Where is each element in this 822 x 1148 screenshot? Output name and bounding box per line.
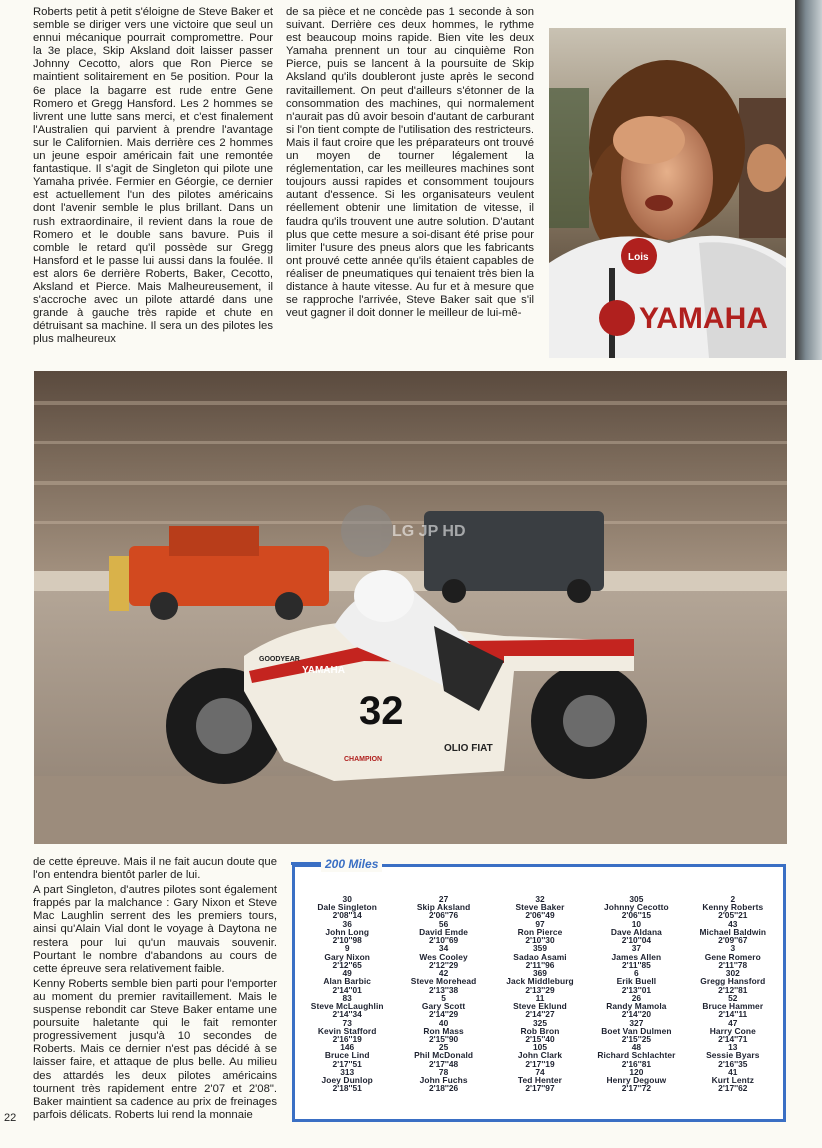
result-name: Jack Middleburg <box>506 976 574 987</box>
result-entry <box>518 1068 562 1093</box>
result-num: 43 <box>728 918 738 929</box>
result-entry <box>420 1068 468 1093</box>
result-num: 369 <box>532 968 547 979</box>
result-time: 2'15''40 <box>525 1033 555 1044</box>
result-time: 2'13''01 <box>621 984 652 995</box>
result-time: 2'18''51 <box>332 1083 362 1094</box>
result-time: 2'06''76 <box>428 910 459 921</box>
result-name: Boet Van Dulmen <box>601 1025 672 1036</box>
result-time: 2'17''97 <box>525 1083 555 1094</box>
result-num: 105 <box>533 1042 547 1053</box>
result-name: Dave Aldana <box>610 926 662 937</box>
results-column <box>685 895 781 1093</box>
result-time: 2'17''72 <box>621 1083 652 1094</box>
result-entry <box>417 895 470 920</box>
result-entry <box>325 920 369 945</box>
result-num: 40 <box>438 1017 449 1028</box>
result-time: 2'12''29 <box>428 959 459 970</box>
result-time: 2'18''26 <box>428 1083 459 1094</box>
result-num: 9 <box>344 943 350 954</box>
result-num: 30 <box>342 894 352 904</box>
result-entry <box>702 994 763 1019</box>
result-entry <box>612 944 662 969</box>
result-name: James Allen <box>611 951 662 962</box>
result-num: 37 <box>631 943 642 954</box>
result-entry <box>705 944 761 969</box>
result-time: 2'12''81 <box>718 984 748 995</box>
page-edge-photo-strip <box>795 0 822 360</box>
results-grid <box>299 895 781 1093</box>
result-entry <box>604 895 669 920</box>
suit-brand-text: YAMAHA <box>639 302 768 335</box>
result-name: Bruce Lind <box>324 1050 370 1061</box>
results-title-text: 200 Miles <box>325 857 379 871</box>
bike-sponsor-goodyear: GOODYEAR <box>259 656 300 663</box>
result-entry <box>419 920 468 945</box>
results-column <box>299 895 395 1093</box>
result-num: 73 <box>342 1017 352 1028</box>
result-num: 27 <box>438 894 449 904</box>
result-num: 327 <box>629 1017 644 1028</box>
result-name: Sessie Byars <box>706 1050 760 1061</box>
result-time: 2'13''29 <box>525 984 555 995</box>
result-entry <box>317 895 377 920</box>
article-paragraph: de sa pièce et ne concède pas 1 seconde à son suivant. Derrière ces deux hommes, le rythme est beaucoup moins rapide. Bien vite les deux Yamaha prennent un tour au cinquième Ron Pierce, puis se lancent à la poursuite de Skip Aksland qu'ils doubleront juste après le second ravitaillement. On peut d'ailleurs s'étonner de la consommation des machines, qui normalement n'aurait pas dû avoir besoin d'autant de carburant si l'on tient compte de l'utilisation des restricteurs. Mais il faut croire que les préparateurs ont trouvé un moyen de tourner légalement la réglementation, car les meilleures machines sont toujours aussi rapides et consomment toujours autant d'essence. Si les organisateurs veulent réellement obtenir une limitation de vitesse, il faudra qu'ils trouvent une autre solution. D'autant plus que cette mesure a soi-disant été prise pour limiter l'usure des pneus alors que les fabricants ont prouvé cette année qu'ils étaient capables de réaliser de pneumatiques qui tenaient très bien la distance à haute vitesse. Au fur et à mesure que se rapproche l'arrivée, Steve Baker sait que s'il veut gagner il doit donner le meilleur de lui-mê- <box>286 6 534 320</box>
rider-portrait-photo <box>549 28 786 358</box>
bike-sponsor-fiat: OLIO FIAT <box>444 743 493 754</box>
result-name: Michael Baldwin <box>699 926 767 937</box>
result-name: Steve Eklund <box>513 1001 567 1012</box>
result-time: 2'05''21 <box>718 910 748 921</box>
result-num: 83 <box>342 992 352 1003</box>
title-rule <box>291 862 321 865</box>
result-name: Bruce Hammer <box>702 1001 764 1012</box>
result-num: 49 <box>342 968 352 979</box>
result-time: 2'16''35 <box>718 1058 748 1069</box>
result-name: John Fuchs <box>419 1075 468 1086</box>
result-num: 325 <box>533 1017 547 1028</box>
result-entry <box>611 920 662 945</box>
result-time: 2'10''30 <box>525 935 555 946</box>
result-entry <box>311 994 384 1019</box>
result-name: Sadao Asami <box>513 951 567 962</box>
result-entry <box>325 1043 370 1068</box>
result-name: Phil McDonald <box>414 1050 474 1061</box>
result-time: 2'14''71 <box>718 1033 748 1044</box>
result-name: Steve Morehead <box>410 976 477 987</box>
result-entry <box>422 994 465 1019</box>
results-column <box>492 895 588 1093</box>
article-paragraph: de cette épreuve. Mais il ne fait aucun doute que l'on entendra bientôt parler de lui. <box>33 856 277 882</box>
result-name: Ted Henter <box>517 1075 563 1086</box>
result-time: 2'14''29 <box>428 1009 459 1020</box>
result-time: 2'14''27 <box>525 1009 555 1020</box>
result-name: John Long <box>325 926 370 937</box>
result-num: 120 <box>629 1066 644 1077</box>
result-entry <box>617 969 657 994</box>
result-num: 3 <box>730 943 736 954</box>
result-num: 48 <box>631 1042 642 1053</box>
result-num: 25 <box>438 1042 449 1053</box>
result-name: Randy Mamola <box>606 1001 667 1012</box>
result-name: Steve Baker <box>515 902 565 913</box>
results-column <box>588 895 684 1093</box>
article-column-3 <box>33 856 277 1124</box>
result-time: 2'09''67 <box>718 935 748 946</box>
result-num: 11 <box>535 992 545 1003</box>
result-num: 32 <box>535 894 545 904</box>
result-name: Ron Pierce <box>517 926 563 937</box>
result-entry <box>699 920 766 945</box>
race-motorcycle-illustration <box>34 371 787 844</box>
result-name: Gary Nixon <box>324 951 371 962</box>
result-time: 2'14''20 <box>621 1009 652 1020</box>
result-name: Kevin Stafford <box>317 1025 377 1036</box>
result-num: 41 <box>728 1066 738 1077</box>
result-entry <box>322 1068 373 1093</box>
result-name: Richard Schlachter <box>597 1050 676 1061</box>
result-num: 56 <box>438 918 449 929</box>
result-name: Alan Barbic <box>323 976 372 987</box>
results-column <box>395 895 491 1093</box>
result-time: 2'10''98 <box>332 935 362 946</box>
result-time: 2'11''96 <box>525 959 555 970</box>
watermark-text: LG JP HD <box>392 523 466 540</box>
result-num: 6 <box>634 968 639 979</box>
result-time: 2'11''78 <box>718 959 748 970</box>
result-num: 26 <box>631 992 642 1003</box>
result-name: Kurt Lentz <box>711 1075 754 1086</box>
result-time: 2'13''38 <box>428 984 459 995</box>
result-entry <box>419 944 467 969</box>
result-num: 52 <box>728 992 738 1003</box>
bike-brand-text: YAMAHA <box>302 665 345 676</box>
result-time: 2'12''65 <box>332 959 362 970</box>
result-time: 2'17''48 <box>428 1058 459 1069</box>
result-entry <box>411 969 477 994</box>
result-entry <box>518 920 563 945</box>
result-time: 2'08''14 <box>332 910 362 921</box>
result-entry <box>597 1043 675 1068</box>
result-name: John Clark <box>517 1050 563 1061</box>
race-motorcycle-photo <box>34 371 787 844</box>
page-number: 22 <box>4 1112 17 1124</box>
result-name: Henry Degouw <box>606 1075 667 1086</box>
result-time: 2'14''34 <box>332 1009 362 1020</box>
result-entry <box>423 1019 463 1044</box>
result-entry <box>710 1019 756 1044</box>
result-name: Steve McLaughlin <box>310 1001 384 1012</box>
suit-patch-text: Lois <box>628 252 649 263</box>
result-name: Gary Scott <box>421 1001 466 1012</box>
result-name: David Emde <box>419 926 469 937</box>
result-entry <box>702 895 763 920</box>
result-entry <box>506 969 574 994</box>
result-num: 34 <box>438 943 449 954</box>
result-entry <box>323 969 371 994</box>
result-name: Rob Bron <box>520 1025 560 1036</box>
result-num: 42 <box>438 968 449 979</box>
result-time: 2'06''49 <box>525 910 555 921</box>
result-name: Gregg Hansford <box>700 976 766 987</box>
result-num: 146 <box>340 1042 355 1053</box>
article-column-2 <box>286 6 534 322</box>
results-table-box <box>292 857 786 1122</box>
result-time: 2'10''69 <box>428 935 459 946</box>
result-name: Gene Romero <box>704 951 761 962</box>
result-num: 313 <box>340 1066 355 1077</box>
result-entry <box>513 994 567 1019</box>
result-time: 2'06''15 <box>621 910 652 921</box>
result-time: 2'15''90 <box>428 1033 459 1044</box>
result-time: 2'11''85 <box>621 959 651 970</box>
result-entry <box>712 1068 754 1093</box>
result-time: 2'16''81 <box>621 1058 652 1069</box>
result-num: 359 <box>533 943 547 954</box>
result-name: Erik Buell <box>616 976 657 987</box>
result-num: 10 <box>631 918 642 929</box>
result-entry <box>606 1068 666 1093</box>
results-title <box>321 856 382 872</box>
result-num: 78 <box>438 1066 449 1077</box>
result-time: 2'17''62 <box>718 1083 748 1094</box>
result-num: 97 <box>535 918 545 929</box>
bike-sponsor-champion: CHAMPION <box>344 756 383 763</box>
result-name: Harry Cone <box>709 1025 756 1036</box>
article-column-1 <box>33 6 273 348</box>
result-name: Joey Dunlop <box>321 1075 373 1086</box>
article-paragraph: Kenny Roberts semble bien parti pour l'emporter au moment du premier ravitaillement. Mais le suspense rebondit car Steve Baker entame une poursuite haletante qui le fait remonter progressivement jusqu'à 10 secondes de Roberts. Mais ce dernier n'est pas décidé à se laisser faire, et attaque de plus belle. Au milieu des attardés les deux pilotes américains tournent très rapidement entre 2'07 et 2'08". Baker maintient sa cadence au prix de freinages parfois délicats. Roberts lui rend la monnaie <box>33 977 277 1121</box>
rider-portrait-illustration <box>549 28 786 358</box>
result-time: 2'14''01 <box>332 984 362 995</box>
result-name: Johnny Cecotto <box>604 902 669 913</box>
result-num: 13 <box>728 1042 738 1053</box>
result-name: Wes Cooley <box>419 951 468 962</box>
article-paragraph: Roberts petit à petit s'éloigne de Steve Baker et semble se diriger vers une victoire que seul un ennui mécanique pourrait compromettre. Pour la 3e place, Skip Aksland doit laisser passer Johnny Cecotto, alors que Ron Pierce se maintient solitairement en 5e position. Pour la 6e place la bagarre est rude entre Gene Romero et Gregg Hansford. Les 2 hommes se livrent une lutte sans merci, et c'est finalement l'Australien qui parvient à prendre l'avantage sur le Californien. Mais derrière ces 2 hommes un jeune espoir américain fait une remontée fantastique. Il s'agit de Singleton qui pilote une Yamaha privée. Fermier en Géorgie, ce dernier est actuellement l'un des pilotes américains dont l'avenir semble le plus brillant. Dans un rush extraordinaire, il revient dans la roue de Romero et le double sans bavure. Puis il comble le retard qu'il possède sur Gregg Hansford et le passe lui aussi dans la foulée. Il est alors 6e derrière Roberts, Baker, Cecotto, Aksland et Pierce. Mais Malheureusement, il s'accroche avec un pilote attardé dans une grande à gauche très rapide et chute en détruisant sa machine. Il sera un des pilotes les plus malheureux <box>33 6 273 346</box>
result-num: 5 <box>441 992 446 1003</box>
result-time: 2'15''25 <box>621 1033 652 1044</box>
result-num: 302 <box>725 968 740 979</box>
result-entry <box>318 1019 377 1044</box>
result-name: Skip Aksland <box>416 902 471 913</box>
result-entry <box>706 1043 759 1068</box>
result-entry <box>518 1043 562 1068</box>
result-entry <box>414 1043 473 1068</box>
result-entry <box>324 944 370 969</box>
result-time: 2'17''51 <box>332 1058 362 1069</box>
result-time: 2'10''04 <box>621 935 652 946</box>
result-time: 2'14''11 <box>718 1009 748 1020</box>
result-time: 2'16''19 <box>332 1033 362 1044</box>
result-num: 2 <box>730 894 736 904</box>
result-name: Ron Mass <box>423 1025 464 1036</box>
article-paragraph: A part Singleton, d'autres pilotes sont également frappés par la malchance : Gary Nixon et Steve Mac Laughlin serrent des les premiers tours, ainsi qu'Alain Vial dont le voyage à Daytona ne restera pour lui qu'un mauvais souvenir. Pourtant le nombre d'abandons au cours de cette épreuve sera relativement faible. <box>33 884 277 975</box>
result-entry <box>606 994 666 1019</box>
result-entry <box>521 1019 560 1044</box>
result-entry <box>601 1019 671 1044</box>
result-time: 2'17''19 <box>525 1058 555 1069</box>
result-num: 74 <box>535 1066 545 1077</box>
result-num: 47 <box>728 1017 738 1028</box>
result-entry <box>700 969 765 994</box>
result-name: Dale Singleton <box>317 902 377 913</box>
race-number: 32 <box>359 689 404 733</box>
result-num: 305 <box>629 894 644 904</box>
result-entry <box>515 895 564 920</box>
result-name: Kenny Roberts <box>702 902 764 913</box>
result-num: 36 <box>342 918 352 929</box>
result-entry <box>513 944 566 969</box>
